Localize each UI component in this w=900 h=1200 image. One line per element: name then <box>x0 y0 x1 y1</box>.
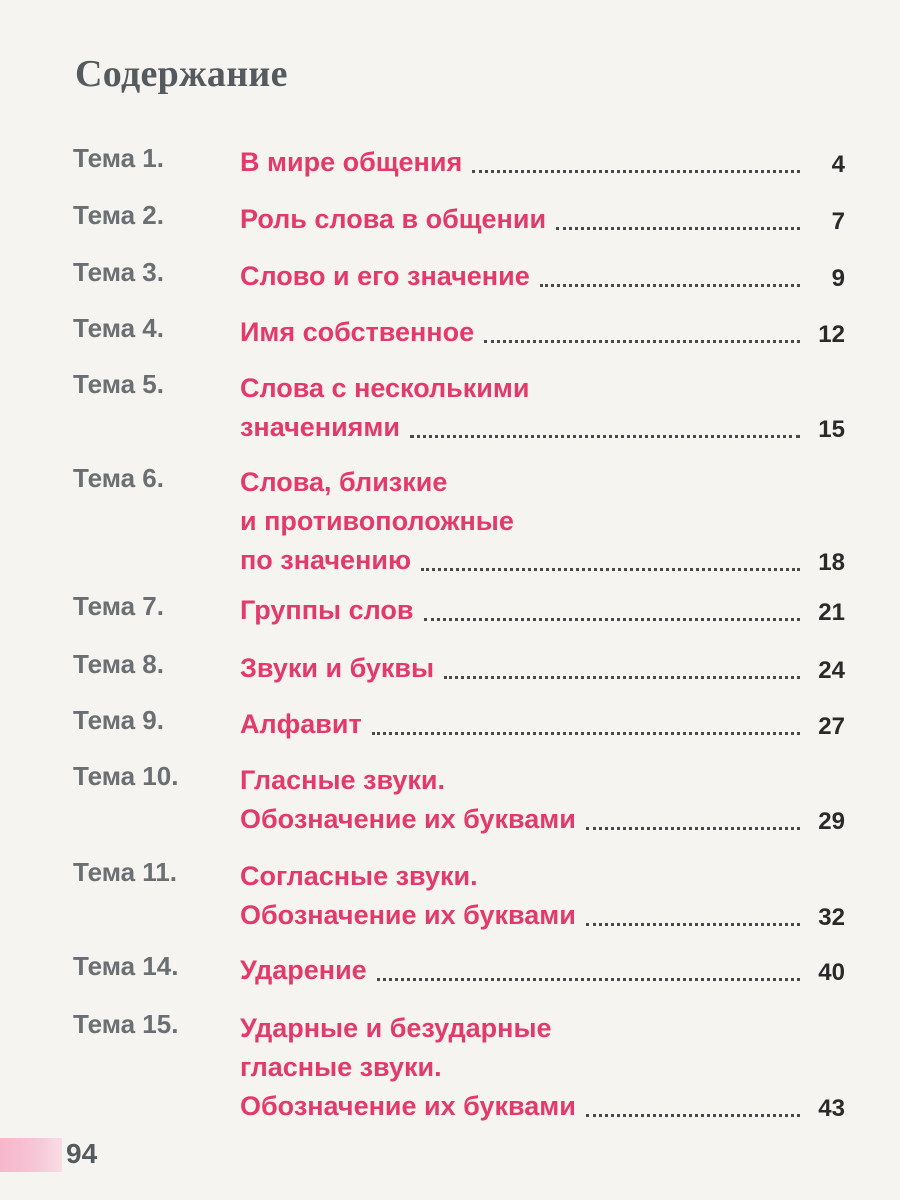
topic-title <box>240 705 800 744</box>
page-ref: 21 <box>818 599 845 626</box>
topic-title <box>240 143 800 182</box>
topic-title <box>240 369 800 447</box>
topic-title-line: Имя собственное <box>240 317 475 347</box>
topic-number: Тема 15. <box>73 1009 179 1039</box>
topic-title-line: Гласные звуки. <box>240 765 446 795</box>
topic-title-line: Слова, близкие <box>240 467 448 497</box>
dot-leader <box>586 922 800 926</box>
topic-title <box>240 591 800 630</box>
page-ref: 24 <box>818 657 845 684</box>
dot-leader <box>444 675 800 679</box>
topic-number: Тема 4. <box>73 313 164 343</box>
dot-leader <box>586 826 800 830</box>
topic-title-line: и противоположные <box>240 506 514 536</box>
topic-title <box>240 951 800 990</box>
topic-number: Тема 6. <box>73 463 164 493</box>
topic-title-line: Слова с несколькими <box>240 373 530 403</box>
dot-leader <box>484 339 800 343</box>
topic-number: Тема 7. <box>73 591 164 621</box>
topic-title-line: Роль слова в общении <box>240 204 547 234</box>
topic-number: Тема 14. <box>73 951 179 981</box>
page-ref: 18 <box>818 549 845 576</box>
topic-number: Тема 2. <box>73 200 164 230</box>
topic-title-line: Алфавит <box>240 709 362 739</box>
topic-title <box>240 463 800 580</box>
topic-number: Тема 1. <box>73 143 164 173</box>
topic-title-line: Ударные и безударные <box>240 1013 552 1043</box>
topic-title <box>240 200 800 239</box>
topic-title-line: значениями <box>240 412 400 442</box>
topic-number: Тема 10. <box>73 761 179 791</box>
dot-leader <box>410 434 800 438</box>
topic-title-line: В мире общения <box>240 147 463 177</box>
topic-number: Тема 9. <box>73 705 164 735</box>
topic-number: Тема 3. <box>73 257 164 287</box>
contents-heading: Содержание <box>75 53 288 95</box>
topic-title-line: Ударение <box>240 955 367 985</box>
page-ref: 29 <box>818 808 845 835</box>
topic-number: Тема 8. <box>73 649 164 679</box>
topic-title-line: Согласные звуки. <box>240 861 478 891</box>
topic-title <box>240 857 800 935</box>
page-number: 94 <box>66 1138 98 1169</box>
topic-title-line: гласные звуки. <box>240 1052 442 1082</box>
topic-title-line: Звуки и буквы <box>240 653 435 683</box>
page-ref: 43 <box>818 1095 845 1122</box>
page-ref: 15 <box>818 416 845 443</box>
dot-leader <box>472 169 800 173</box>
page-ref: 12 <box>818 321 845 348</box>
topic-number: Тема 11. <box>73 857 177 887</box>
page-ref: 32 <box>818 904 845 931</box>
dot-leader <box>424 617 800 621</box>
page-ref: 40 <box>818 959 845 986</box>
page-ref: 9 <box>831 265 845 292</box>
topic-title <box>240 649 800 688</box>
dot-leader <box>377 977 800 981</box>
topic-title <box>240 313 800 352</box>
page-accent-bar <box>0 1138 62 1172</box>
topic-title-line: Слово и его значение <box>240 261 530 291</box>
topic-title-line: Обозначение их буквами <box>240 1091 576 1121</box>
topic-title-line: Группы слов <box>240 595 414 625</box>
topic-title <box>240 761 800 839</box>
page-ref: 27 <box>818 713 845 740</box>
topic-title-line: Обозначение их буквами <box>240 900 576 930</box>
dot-leader <box>372 731 800 735</box>
dot-leader <box>556 226 800 230</box>
topic-title <box>240 1009 800 1126</box>
topic-title <box>240 257 800 296</box>
topic-title-line: по значению <box>240 545 412 575</box>
topic-number: Тема 5. <box>73 369 164 399</box>
dot-leader <box>540 283 800 287</box>
page-ref: 4 <box>831 151 845 178</box>
dot-leader <box>586 1113 800 1117</box>
dot-leader <box>421 567 800 571</box>
topic-title-line: Обозначение их буквами <box>240 804 576 834</box>
page-ref: 7 <box>831 208 845 235</box>
